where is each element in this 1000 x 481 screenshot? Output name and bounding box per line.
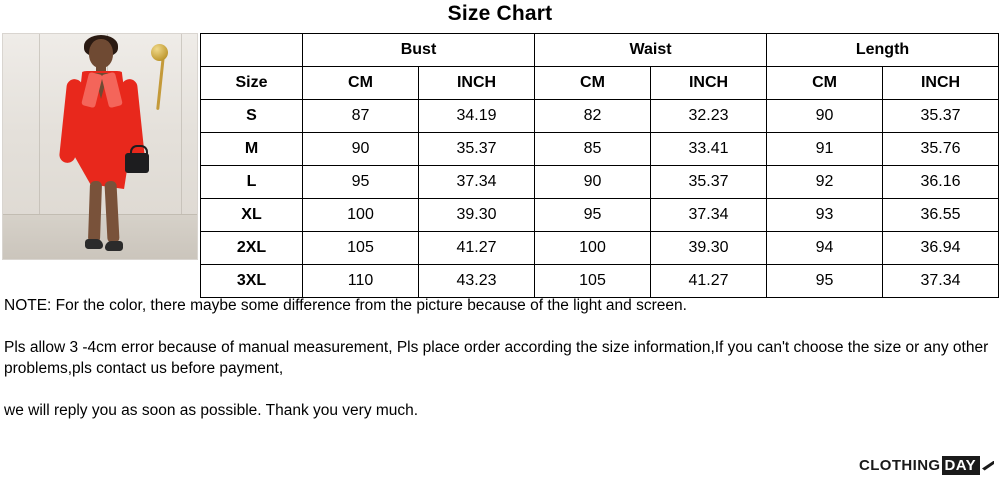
group-header-bust: Bust (303, 34, 535, 67)
cell-length-cm: 94 (767, 232, 883, 265)
cell-waist-inch: 39.30 (651, 232, 767, 265)
size-chart-table (200, 33, 999, 298)
cell-waist-inch: 32.23 (651, 100, 767, 133)
note-color-disclaimer: NOTE: For the color, there maybe some difference from the picture because of the light and screen. (4, 297, 687, 314)
cell-length-inch: 36.94 (883, 232, 999, 265)
table-row (201, 265, 999, 298)
group-header-blank (201, 34, 303, 67)
cell-length-cm: 95 (767, 265, 883, 298)
table-row (201, 232, 999, 265)
sub-header-bust-cm: CM (303, 67, 419, 100)
sub-header-waist-inch: INCH (651, 67, 767, 100)
cell-length-cm: 91 (767, 133, 883, 166)
sub-header-length-inch: INCH (883, 67, 999, 100)
product-image (2, 33, 198, 260)
table-group-header-row (201, 34, 999, 67)
cell-bust-inch: 39.30 (419, 199, 535, 232)
notes-section (0, 296, 1000, 422)
cell-length-inch: 36.16 (883, 166, 999, 199)
cell-bust-inch: 37.34 (419, 166, 535, 199)
table-sub-header-row (201, 67, 999, 100)
cell-length-cm: 92 (767, 166, 883, 199)
logo-swoosh-icon (982, 461, 994, 471)
cell-waist-cm: 105 (535, 265, 651, 298)
logo-word-clothing: CLOTHING (858, 457, 941, 474)
cell-length-inch: 35.76 (883, 133, 999, 166)
cell-bust-cm: 110 (303, 265, 419, 298)
cell-waist-cm: 85 (535, 133, 651, 166)
cell-bust-cm: 100 (303, 199, 419, 232)
table-row (201, 199, 999, 232)
note-reply-message: we will reply you as soon as possible. Thank you very much. (4, 401, 419, 419)
cell-bust-cm: 87 (303, 100, 419, 133)
cell-size: S (201, 100, 303, 133)
cell-bust-inch: 41.27 (419, 232, 535, 265)
cell-bust-inch: 34.19 (419, 100, 535, 133)
cell-size: 3XL (201, 265, 303, 298)
cell-bust-cm: 95 (303, 166, 419, 199)
group-header-waist: Waist (535, 34, 767, 67)
model-figure (51, 35, 155, 259)
cell-bust-inch: 35.37 (419, 133, 535, 166)
page-title: Size Chart (447, 2, 553, 25)
cell-bust-cm: 105 (303, 232, 419, 265)
handbag-icon (125, 153, 149, 173)
cell-size: L (201, 166, 303, 199)
cell-waist-cm: 90 (535, 166, 651, 199)
cell-length-cm: 90 (767, 100, 883, 133)
cell-bust-inch: 43.23 (419, 265, 535, 298)
cell-size: M (201, 133, 303, 166)
table-row (201, 100, 999, 133)
table-row (201, 133, 999, 166)
sub-header-bust-inch: INCH (419, 67, 535, 100)
note-measurement-disclaimer: Pls allow 3 -4cm error because of manual measurement, Pls place order according the size information,If you can't choose the size or any other problems,pls contact us before payment, (4, 338, 989, 377)
logo-word-day: DAY (942, 456, 981, 475)
cell-waist-cm: 95 (535, 199, 651, 232)
cell-size: XL (201, 199, 303, 232)
sub-header-size: Size (201, 67, 303, 100)
cell-waist-inch: 35.37 (651, 166, 767, 199)
cell-length-inch: 37.34 (883, 265, 999, 298)
cell-size: 2XL (201, 232, 303, 265)
cell-waist-inch: 41.27 (651, 265, 767, 298)
cell-waist-inch: 37.34 (651, 199, 767, 232)
cell-waist-inch: 33.41 (651, 133, 767, 166)
cell-bust-cm: 90 (303, 133, 419, 166)
cell-length-cm: 93 (767, 199, 883, 232)
cell-length-inch: 35.37 (883, 100, 999, 133)
brand-logo (859, 456, 994, 475)
cell-waist-cm: 100 (535, 232, 651, 265)
table-row (201, 166, 999, 199)
group-header-length: Length (767, 34, 999, 67)
sub-header-length-cm: CM (767, 67, 883, 100)
sub-header-waist-cm: CM (535, 67, 651, 100)
cell-length-inch: 36.55 (883, 199, 999, 232)
cell-waist-cm: 82 (535, 100, 651, 133)
